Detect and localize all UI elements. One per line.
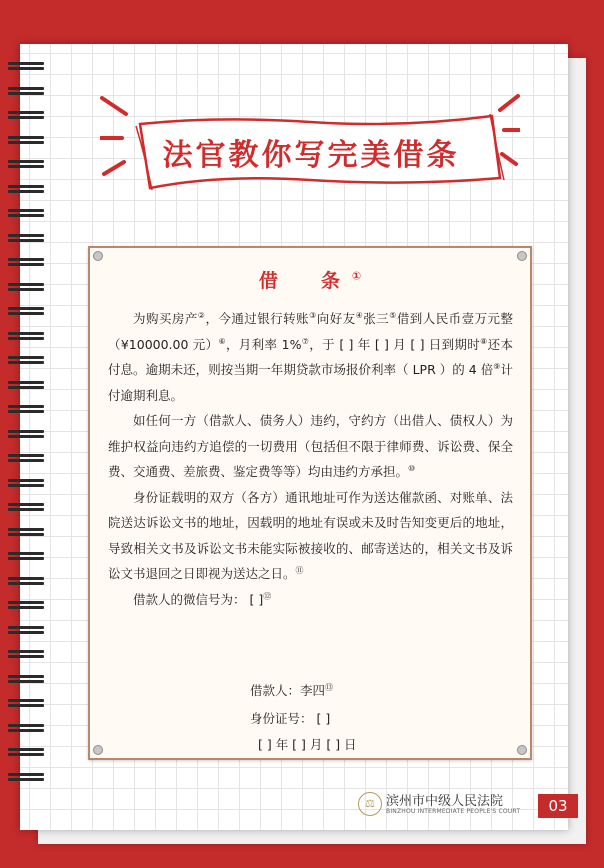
sparkle-left-icon xyxy=(100,98,126,174)
spiral-binding xyxy=(8,62,48,802)
court-name: 滨州市中级人民法院 xyxy=(386,794,504,809)
paragraph-text: 张三 xyxy=(363,311,390,326)
spiral-ring-icon xyxy=(8,699,44,709)
spiral-ring-icon xyxy=(8,601,44,611)
spiral-ring-icon xyxy=(8,136,44,146)
spiral-ring-icon xyxy=(8,185,44,195)
signature-borrower xyxy=(90,678,530,704)
paragraph-text: 借款人的微信号为： [ ] xyxy=(133,591,264,607)
paragraph-text: 计付逾期利息。 xyxy=(108,362,513,403)
spiral-ring-icon xyxy=(8,552,44,562)
spiral-ring-icon xyxy=(8,258,44,268)
document-paragraph xyxy=(108,408,513,485)
sparkle-right-icon xyxy=(500,96,520,164)
document-title xyxy=(90,266,530,293)
document-title-mark: ① xyxy=(351,269,362,283)
spiral-ring-icon xyxy=(8,87,44,97)
court-footer xyxy=(358,790,538,820)
annotation-mark: ⑥ xyxy=(218,336,226,346)
spiral-ring-icon xyxy=(8,577,44,587)
spiral-ring-icon xyxy=(8,528,44,538)
spiral-ring-icon xyxy=(8,454,44,464)
spiral-ring-icon xyxy=(8,111,44,121)
annotation-mark: ⑦ xyxy=(301,336,310,346)
annotation-mark: ⑤ xyxy=(389,310,397,320)
spiral-ring-icon xyxy=(8,381,44,391)
paragraph-text: 还本付息。逾期未还，则按当期一年期贷款市场报价利率（ LPR ）的 4 倍 xyxy=(108,336,513,377)
spiral-ring-icon xyxy=(8,283,44,293)
paragraph-text: 如任何一方（借款人、债务人）违约，守约方（出借人、债权人）为维护权益向违约方追偿的一切费用（包括但不限于律师费、诉讼费、保全费、交通费、差旅费、鉴定费等等）均由违约方承担。 xyxy=(108,413,513,479)
document-paragraph xyxy=(108,587,513,613)
spiral-ring-icon xyxy=(8,773,44,783)
spiral-ring-icon xyxy=(8,748,44,758)
spiral-ring-icon xyxy=(8,626,44,636)
court-emblem-icon: ⚖ xyxy=(358,792,382,816)
document-title-text: 借 条 xyxy=(258,270,352,292)
annotation-mark: ④ xyxy=(355,310,364,320)
annotation-mark: ⑩ xyxy=(408,463,416,473)
document-paragraph xyxy=(108,306,513,408)
paragraph-text: 身份证载明的双方（各方）通讯地址可作为送达催款函、对账单、法院送达诉讼文书的地址，因载明的地址有误或未及时告知变更后的地址，导致相关文书及诉讼文书未能实际被接收的、邮寄送达的，相关文书及诉讼文书退回之日即视为送达之日。 xyxy=(108,489,513,581)
signature-date xyxy=(90,732,530,758)
iou-document xyxy=(88,246,532,760)
date-line: [ ] 年 [ ] 月 [ ] 日 xyxy=(258,737,357,752)
spiral-ring-icon xyxy=(8,356,44,366)
spiral-ring-icon xyxy=(8,234,44,244)
paragraph-text: ，今通过银行转账 xyxy=(205,311,310,326)
paragraph-text: ，月利率 1% xyxy=(225,336,302,352)
annotation-mark: ⑧ xyxy=(480,336,488,346)
spiral-ring-icon xyxy=(8,332,44,342)
document-paragraph xyxy=(108,485,513,587)
annotation-mark: ③ xyxy=(309,310,317,320)
annotation-mark: ⑫ xyxy=(263,591,272,601)
id-number-line: 身份证号： [ ] xyxy=(250,711,331,726)
spiral-ring-icon xyxy=(8,405,44,415)
paragraph-text: ，于 [ ] 年 [ ] 月 [ ] 日到期时 xyxy=(309,336,481,352)
document-body xyxy=(108,306,513,612)
spiral-ring-icon xyxy=(8,430,44,440)
spiral-ring-icon xyxy=(8,479,44,489)
paragraph-text: 借到人民币壹万元整（¥10000.00 元） xyxy=(108,311,513,352)
annotation-mark: ② xyxy=(197,310,206,320)
spiral-ring-icon xyxy=(8,503,44,513)
spiral-ring-icon xyxy=(8,675,44,685)
screw-icon xyxy=(93,251,103,261)
spiral-ring-icon xyxy=(8,650,44,660)
spiral-ring-icon xyxy=(8,160,44,170)
court-name-en: BINZHOU INTERMEDIATE PEOPLE'S COURT xyxy=(386,808,521,815)
borrower-mark: ⑬ xyxy=(325,682,334,692)
annotation-mark: ⑪ xyxy=(295,565,304,575)
spiral-ring-icon xyxy=(8,62,44,72)
paragraph-text: 向好友 xyxy=(316,311,356,326)
spiral-ring-icon xyxy=(8,209,44,219)
banner-title: 法官教你写完美借条 xyxy=(162,138,460,173)
spiral-ring-icon xyxy=(8,307,44,317)
annotation-mark: ⑨ xyxy=(493,361,501,371)
signature-id-number xyxy=(90,706,530,732)
page-number: 03 xyxy=(538,794,578,818)
spiral-ring-icon xyxy=(8,724,44,734)
screw-icon xyxy=(517,251,527,261)
paragraph-text: 为购买房产 xyxy=(133,311,198,326)
borrower-line: 借款人：李四 xyxy=(250,683,326,698)
